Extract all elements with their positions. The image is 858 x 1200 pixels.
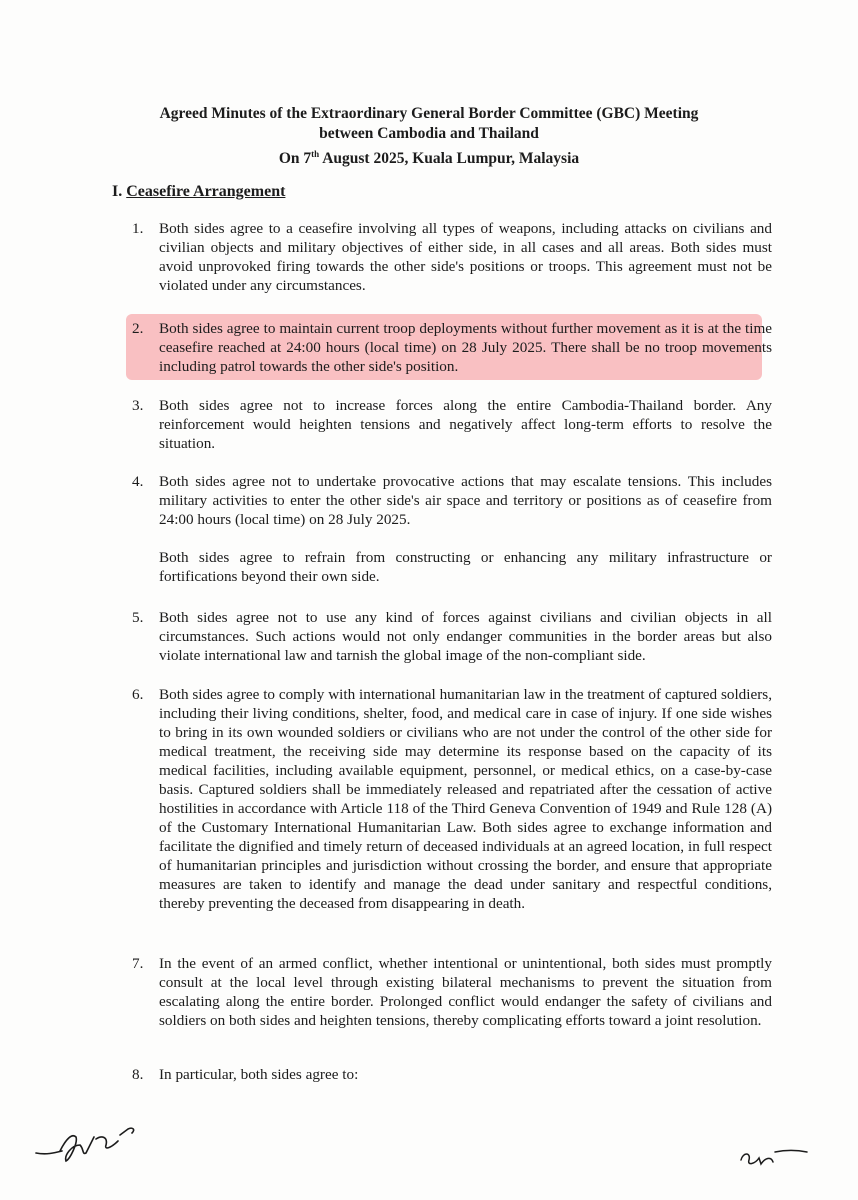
list-item-4 [132,472,772,586]
item-number: 1. [132,220,144,237]
title-line-3 [0,144,858,169]
item-text: Both sides agree not to increase forces along the entire Cambodia-Thailand border. Any reinforcement would heighten tensions and negatively affect long-term efforts to resolve the situation. [159,397,772,452]
list-item-8 [132,1065,772,1084]
list-item-2 [132,319,772,376]
item-text: Both sides agree to a ceasefire involving all types of weapons, including attacks on civilians and civilian objects and military objectives of either side, in all cases and all areas. Both sides must avoid unprovoked firing towards the other side's positions or troops. This agreement must not be violated under any circumstances. [159,220,772,294]
item-text: In particular, both sides agree to: [159,1066,359,1083]
item-number: 8. [132,1066,144,1083]
item-number: 6. [132,686,144,703]
item-number: 5. [132,609,144,626]
title-line-2: between Cambodia and Thailand [319,125,539,142]
item-number: 3. [132,397,144,414]
item-text: Both sides agree not to undertake provocative actions that may escalate tensions. This includes military activities to enter the other side's air space and territory or positions as of ceasefire from 24:00 hours (local time) on 28 July 2025. [159,473,772,528]
document-title [0,104,858,169]
list-item-3 [132,396,772,453]
item-text: Both sides agree to maintain current troop deployments without further movement as it is at the time ceasefire reached at 24:00 hours (local time) on 28 July 2025. There shall be no troop movements including patrol towards the other side's position. [159,320,772,375]
title-date-prefix: On 7 [278,150,312,168]
item-number: 7. [132,955,144,972]
section-number: I. [112,183,123,200]
title-date-suffix: August 2025, Kuala Lumpur, Malaysia [319,150,580,168]
section-title: Ceasefire Arrangement [126,183,286,200]
list-item-5 [132,608,772,665]
item-number: 4. [132,473,144,490]
item-text-continued: Both sides agree to refrain from constructing or enhancing any military infrastructure or fortifications beyond their own side. [159,549,772,585]
item-number: 2. [132,320,144,337]
item-text: In the event of an armed conflict, whether intentional or unintentional, both sides must promptly consult at the local level through existing bilateral mechanisms to prevent the situation from escalating along the entire border. Prolonged conflict would endanger the safety of civilians and soldiers on both sides and heighten tensions, thereby complicating efforts toward a joint resolution. [159,955,772,1029]
list-item-6 [132,685,772,913]
title-line-1: Agreed Minutes of the Extraordinary General Border Committee (GBC) Meeting [159,105,699,122]
signature-left [32,1115,142,1170]
signature-right [735,1142,815,1172]
item-text: Both sides agree not to use any kind of forces against civilians and civilian objects in all circumstances. Such actions would not only endanger communities in the border areas but also violate international law and tarnish the global image of the non-compliant side. [159,609,772,664]
list-item-1 [132,219,772,295]
item-text: Both sides agree to comply with international humanitarian law in the treatment of captured soldiers, including their living conditions, shelter, food, and medical care in case of injury. If one side wishes to bring in its own wounded soldiers or civilians who are not under the control of the other side for medical treatment, the receiving side may determine its response based on the capacity of its medical facilities, including available equipment, personnel, or medical ethics, on a case-by-case basis. Captured soldiers shall be immediately released and repatriated after the cessation of active hostilities in accordance with Article 118 of the Third Geneva Convention of 1949 and Rule 128 (A) of the Customary International Humanitarian Law. Both sides agree to exchange information and facilitate the dignified and timely return of deceased individuals at an agreed location, in full respect of humanitarian principles and jurisdiction without crossing the border, and ensure that appropriate measures are taken to identify and manage the dead under sanitary and respectful conditions, thereby preventing the deceased from disappearing in death. [159,686,772,912]
title-date-sup: th [311,149,320,159]
list-item-7 [132,954,772,1030]
section-heading [112,183,285,201]
